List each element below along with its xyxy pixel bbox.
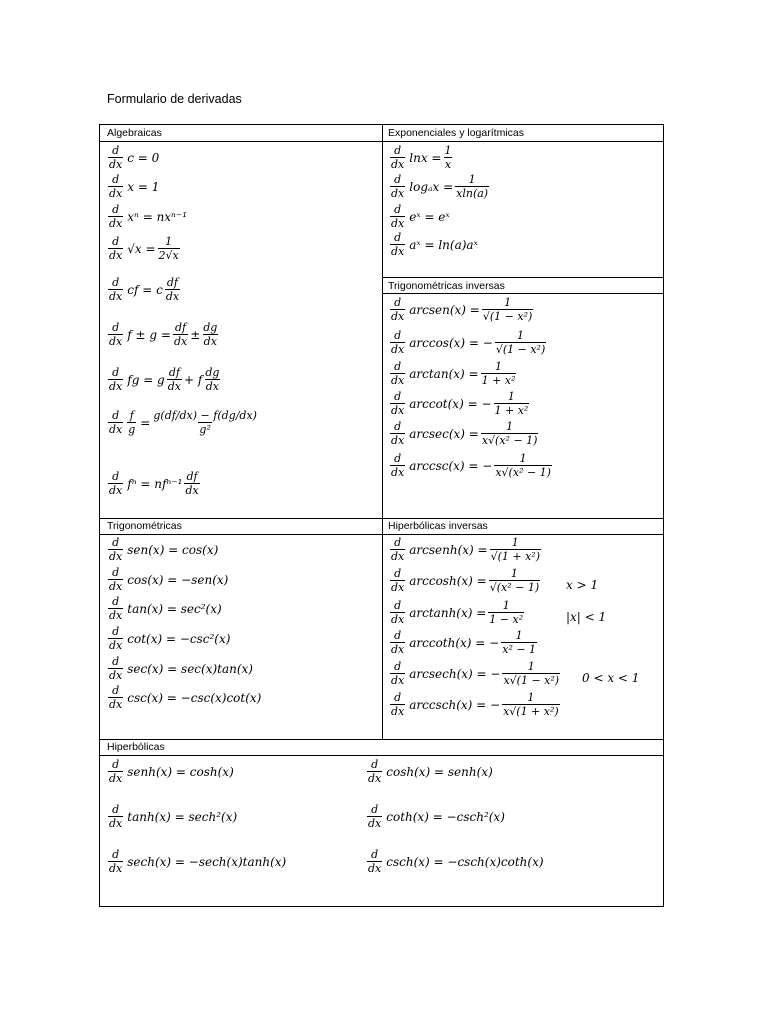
d-dx-operator bbox=[390, 600, 405, 625]
d-dx-operator-denominator: dx bbox=[109, 335, 123, 348]
d-dx-operator-denominator: dx bbox=[109, 380, 123, 393]
d-dx-operator-numerator: d bbox=[394, 231, 402, 244]
right-subdivider bbox=[382, 277, 663, 278]
d-dx-operator bbox=[108, 204, 123, 229]
d-dx-operator bbox=[108, 410, 123, 435]
formula-fraction-denominator: xln(a) bbox=[456, 187, 489, 200]
formula-trig_inversas-2 bbox=[388, 361, 518, 386]
header-algebraicas: Algebraicas bbox=[107, 127, 162, 139]
d-dx-operator bbox=[108, 759, 123, 784]
formula-hip_inversas-5 bbox=[388, 692, 562, 717]
d-dx-operator-numerator: d bbox=[112, 655, 120, 668]
formula-operator: ± bbox=[190, 327, 201, 342]
d-dx-operator-numerator: d bbox=[112, 409, 120, 422]
formula-hip_inversas-0 bbox=[388, 537, 543, 562]
formula-expression: cosh(x) = senh(x) bbox=[386, 764, 493, 779]
formula-expression: csch(x) = −csch(x)coth(x) bbox=[386, 854, 544, 869]
page-title: Formulario de derivadas bbox=[107, 92, 242, 106]
formula-trig_inversas-1 bbox=[388, 330, 548, 355]
formula-algebraicas-1 bbox=[106, 174, 159, 199]
d-dx-operator bbox=[108, 367, 123, 392]
formula-trig_inversas-4 bbox=[388, 421, 540, 446]
formula-lhs: arcsenh(x) = bbox=[409, 542, 488, 557]
formula-fraction-denominator: √(x² − 1) bbox=[489, 581, 540, 594]
d-dx-operator bbox=[390, 630, 405, 655]
formula-hiperbolicas-4 bbox=[106, 849, 286, 874]
formula-expression: eˣ = eˣ bbox=[409, 209, 450, 224]
d-dx-operator-denominator: dx bbox=[109, 580, 123, 593]
formula-expression: cot(x) = −csc²(x) bbox=[127, 631, 231, 646]
d-dx-operator bbox=[390, 145, 405, 170]
d-dx-operator-numerator: d bbox=[112, 235, 120, 248]
d-dx-operator bbox=[108, 626, 123, 651]
d-dx-operator bbox=[390, 297, 405, 322]
formula-exponenciales-0 bbox=[388, 145, 454, 170]
d-dx-operator-numerator: d bbox=[394, 390, 402, 403]
formula-expression: aˣ = ln(a)aˣ bbox=[409, 237, 478, 252]
d-dx-operator-denominator: dx bbox=[368, 817, 382, 830]
d-dx-operator bbox=[390, 692, 405, 717]
d-dx-operator-denominator: dx bbox=[391, 404, 405, 417]
d-dx-operator-denominator: dx bbox=[391, 550, 405, 563]
d-dx-operator-numerator: d bbox=[394, 296, 402, 309]
d-dx-operator-denominator: dx bbox=[109, 423, 123, 436]
formula-lhs: cf = c bbox=[127, 282, 163, 297]
formula-expression: csc(x) = −csc(x)cot(x) bbox=[127, 690, 262, 705]
formula-lhs: arccosh(x) = bbox=[409, 573, 487, 588]
d-dx-operator-numerator: d bbox=[112, 595, 120, 608]
formula-lhs: arctanh(x) = bbox=[409, 605, 487, 620]
d-dx-operator bbox=[108, 322, 123, 347]
d-dx-operator bbox=[108, 567, 123, 592]
d-dx-operator-denominator: dx bbox=[391, 217, 405, 230]
formula-hip_inversas-1 bbox=[388, 568, 542, 593]
formula-fraction-denominator: 1 + x² bbox=[494, 404, 529, 417]
formula-trigonometricas-4 bbox=[106, 656, 253, 681]
d-dx-operator bbox=[108, 596, 123, 621]
formula-fraction-numerator: 1 bbox=[517, 329, 525, 342]
formula-fraction bbox=[482, 297, 533, 322]
formula-lhs: arctan(x) = bbox=[409, 366, 479, 381]
formula-trig_inversas-5 bbox=[388, 453, 554, 478]
d-dx-operator-numerator: d bbox=[371, 803, 379, 816]
header-hiperbolicas: Hiperbólicas bbox=[107, 741, 165, 753]
d-dx-operator-denominator: dx bbox=[109, 669, 123, 682]
d-dx-operator-numerator: d bbox=[112, 144, 120, 157]
formula-expression: tan(x) = sec²(x) bbox=[127, 601, 222, 616]
formula-exponenciales-2 bbox=[388, 204, 450, 229]
section-header-divider-2 bbox=[100, 755, 663, 756]
d-dx-operator-denominator: dx bbox=[391, 643, 405, 656]
d-dx-operator-denominator: dx bbox=[109, 158, 123, 171]
d-dx-operator bbox=[108, 145, 123, 170]
formula-trigonometricas-2 bbox=[106, 596, 222, 621]
d-dx-operator-denominator: dx bbox=[109, 290, 123, 303]
formula-trigonometricas-3 bbox=[106, 626, 230, 651]
formula-lhs: arcsech(x) = − bbox=[409, 666, 501, 681]
formula-fraction-numerator: 1 bbox=[519, 452, 527, 465]
formula-fraction bbox=[488, 600, 524, 625]
formula-lhs: fⁿ = nfⁿ⁻¹ bbox=[127, 476, 183, 491]
d-dx-operator-denominator: dx bbox=[391, 466, 405, 479]
d-dx-operator bbox=[108, 236, 123, 261]
d-dx-operator-numerator: d bbox=[112, 321, 120, 334]
d-dx-operator-numerator: d bbox=[394, 329, 402, 342]
d-dx-operator-numerator: d bbox=[112, 625, 120, 638]
d-dx-operator bbox=[390, 453, 405, 478]
formula-fraction-2 bbox=[202, 322, 218, 347]
d-dx-operator bbox=[367, 849, 382, 874]
d-dx-operator-denominator: dx bbox=[109, 639, 123, 652]
formula-fraction-numerator: 1 bbox=[165, 235, 173, 248]
d-dx-operator-numerator: d bbox=[394, 660, 402, 673]
d-dx-operator-denominator: dx bbox=[109, 817, 123, 830]
header-trigonometricas: Trigonométricas bbox=[107, 520, 182, 532]
formula-fraction-denominator: x√(x² − 1) bbox=[481, 434, 538, 447]
formula-fraction bbox=[455, 174, 489, 199]
formula-operator: + f bbox=[184, 372, 203, 387]
column-divider-mid bbox=[382, 518, 383, 739]
d-dx-operator-numerator: d bbox=[112, 803, 120, 816]
formula-fraction-denominator: x√(x² − 1) bbox=[495, 466, 551, 479]
formula-fraction-numerator: 1 bbox=[502, 599, 510, 612]
formula-fraction bbox=[167, 367, 182, 392]
formula-lhs: fg = g bbox=[127, 372, 165, 387]
d-dx-operator bbox=[108, 277, 123, 302]
formula-trigonometricas-5 bbox=[106, 685, 261, 710]
d-dx-operator bbox=[390, 361, 405, 386]
formula-expression: senh(x) = cosh(x) bbox=[127, 764, 234, 779]
formula-fraction bbox=[443, 145, 452, 170]
section-divider-2 bbox=[100, 739, 663, 740]
formula-fraction-denominator: x² − 1 bbox=[502, 643, 537, 656]
formula-fraction-denominator: dx bbox=[173, 335, 188, 348]
d-dx-operator-numerator: d bbox=[112, 566, 120, 579]
formula-expression: cos(x) = −sen(x) bbox=[127, 572, 229, 587]
formula-expression: sec(x) = sec(x)tan(x) bbox=[127, 661, 253, 676]
formula-lhs: arccsc(x) = − bbox=[409, 458, 493, 473]
formula-algebraicas-7 bbox=[106, 410, 260, 435]
formula-fraction-numerator: 1 bbox=[494, 360, 502, 373]
header-hip-inversas: Hiperbólicas inversas bbox=[388, 520, 488, 532]
d-dx-operator-denominator: dx bbox=[368, 772, 382, 785]
d-dx-operator bbox=[390, 661, 405, 686]
formula-trigonometricas-1 bbox=[106, 567, 228, 592]
d-dx-operator-numerator: d bbox=[394, 567, 402, 580]
formula-hiperbolicas-0 bbox=[106, 759, 234, 784]
formula-fraction bbox=[502, 661, 560, 686]
formula-hiperbolicas-2 bbox=[106, 804, 237, 829]
d-dx-operator bbox=[108, 685, 123, 710]
d-dx-operator-numerator: d bbox=[112, 173, 120, 186]
formula-exponenciales-3 bbox=[388, 232, 478, 257]
d-dx-operator-denominator: dx bbox=[391, 187, 405, 200]
formula-fraction-numerator: 1 bbox=[527, 691, 535, 704]
formula-fraction bbox=[494, 391, 530, 416]
formula-fraction-numerator: 1 bbox=[507, 390, 515, 403]
formula-lhs: arccsch(x) = − bbox=[409, 697, 501, 712]
d-dx-operator-denominator: dx bbox=[391, 245, 405, 258]
d-dx-operator bbox=[108, 849, 123, 874]
formula-expression: xⁿ = nxⁿ⁻¹ bbox=[127, 209, 188, 224]
formula-fraction-numerator: df bbox=[186, 470, 198, 483]
formula-fraction-numerator: 1 bbox=[444, 144, 452, 157]
formula-expression: sech(x) = −sech(x)tanh(x) bbox=[127, 854, 287, 869]
d-dx-operator-denominator: dx bbox=[109, 698, 123, 711]
formula-exponenciales-1 bbox=[388, 174, 491, 199]
formula-fraction bbox=[184, 471, 199, 496]
formula-lhs: arcsen(x) = bbox=[409, 302, 480, 317]
formula-algebraicas-5 bbox=[106, 322, 220, 347]
formula-expression: sen(x) = cos(x) bbox=[127, 542, 219, 557]
formula-fraction bbox=[489, 568, 540, 593]
quotient-fraction bbox=[127, 410, 136, 435]
formula-trig_inversas-0 bbox=[388, 297, 535, 322]
d-dx-operator-denominator: dx bbox=[109, 550, 123, 563]
formula-fraction-denominator: dx bbox=[167, 380, 181, 393]
formula-fraction-2 bbox=[204, 367, 220, 392]
d-dx-operator-numerator: d bbox=[394, 203, 402, 216]
header-trig-inversas: Trigonométricas inversas bbox=[388, 280, 505, 292]
d-dx-operator-denominator: dx bbox=[391, 581, 405, 594]
d-dx-operator-denominator: dx bbox=[391, 343, 405, 356]
d-dx-operator-denominator: dx bbox=[391, 674, 405, 687]
formula-fraction bbox=[173, 322, 188, 347]
formula-algebraicas-4 bbox=[106, 277, 182, 302]
d-dx-operator-numerator: d bbox=[394, 629, 402, 642]
formula-expression: coth(x) = −csch²(x) bbox=[386, 809, 505, 824]
domain-condition: |x| < 1 bbox=[566, 610, 607, 624]
formula-fraction-denominator: 1 − x² bbox=[489, 613, 524, 626]
d-dx-operator bbox=[367, 759, 382, 784]
formula-hip_inversas-4 bbox=[388, 661, 562, 686]
formula-fraction-numerator: df bbox=[175, 321, 187, 334]
d-dx-operator-numerator: d bbox=[394, 173, 402, 186]
formula-lhs: arccoth(x) = − bbox=[409, 635, 500, 650]
d-dx-operator-numerator: d bbox=[394, 420, 402, 433]
d-dx-operator-numerator: d bbox=[394, 691, 402, 704]
column-divider-top bbox=[382, 125, 383, 518]
d-dx-operator-numerator: d bbox=[112, 536, 120, 549]
formula-expression: c = 0 bbox=[127, 150, 160, 165]
d-dx-operator-denominator: dx bbox=[391, 374, 405, 387]
formula-fraction-2-numerator: dg bbox=[203, 321, 218, 334]
formula-algebraicas-2 bbox=[106, 204, 187, 229]
d-dx-operator-numerator: d bbox=[371, 848, 379, 861]
formula-lhs: f ± g = bbox=[127, 327, 171, 342]
d-dx-operator-denominator: dx bbox=[109, 187, 123, 200]
d-dx-operator bbox=[390, 232, 405, 257]
d-dx-operator-numerator: d bbox=[394, 536, 402, 549]
formula-lhs: arccos(x) = − bbox=[409, 335, 493, 350]
formula-fraction bbox=[165, 277, 180, 302]
d-dx-operator-numerator: d bbox=[112, 848, 120, 861]
quotient-fraction-numerator: f bbox=[129, 409, 134, 422]
d-dx-operator bbox=[108, 471, 123, 496]
formula-fraction bbox=[502, 692, 560, 717]
d-dx-operator-denominator: dx bbox=[109, 862, 123, 875]
formula-fraction-numerator: df bbox=[166, 276, 179, 289]
d-dx-operator bbox=[390, 421, 405, 446]
formula-fraction-denominator: √(1 + x²) bbox=[490, 550, 540, 563]
d-dx-operator-denominator: dx bbox=[391, 705, 405, 718]
d-dx-operator-denominator: dx bbox=[109, 772, 123, 785]
formula-fraction bbox=[481, 421, 539, 446]
d-dx-operator-numerator: d bbox=[394, 360, 402, 373]
formula-fraction-denominator: dx bbox=[185, 484, 199, 497]
formula-trigonometricas-0 bbox=[106, 537, 218, 562]
formula-expression: tanh(x) = sech²(x) bbox=[127, 809, 238, 824]
d-dx-operator-numerator: d bbox=[112, 203, 120, 216]
formula-fraction-numerator: 1 bbox=[504, 296, 512, 309]
formula-fraction bbox=[481, 361, 517, 386]
formula-fraction-2-denominator: dx bbox=[205, 380, 219, 393]
d-dx-operator bbox=[367, 804, 382, 829]
d-dx-operator bbox=[390, 174, 405, 199]
formula-algebraicas-0 bbox=[106, 145, 159, 170]
formula-fraction-numerator: g(df/dx) − f(dg/dx) bbox=[153, 409, 257, 422]
d-dx-operator-numerator: d bbox=[112, 276, 120, 289]
d-dx-operator-denominator: dx bbox=[109, 217, 123, 230]
formula-fraction-denominator: 1 + x² bbox=[481, 374, 516, 387]
formula-lhs: arcsec(x) = bbox=[409, 426, 479, 441]
formula-equals: = bbox=[140, 415, 151, 430]
formula-hip_inversas-2 bbox=[388, 600, 526, 625]
formula-hip_inversas-3 bbox=[388, 630, 539, 655]
d-dx-operator bbox=[390, 330, 405, 355]
d-dx-operator bbox=[390, 568, 405, 593]
d-dx-operator-denominator: dx bbox=[391, 158, 405, 171]
formula-algebraicas-8 bbox=[106, 471, 202, 496]
d-dx-operator-denominator: dx bbox=[391, 434, 405, 447]
d-dx-operator bbox=[390, 204, 405, 229]
d-dx-operator-numerator: d bbox=[112, 758, 120, 771]
quotient-fraction-denominator: g bbox=[128, 423, 136, 436]
d-dx-operator-numerator: d bbox=[371, 758, 379, 771]
formula-fraction bbox=[494, 453, 552, 478]
formula-fraction-denominator: dx bbox=[165, 290, 180, 303]
domain-condition: x > 1 bbox=[566, 578, 599, 592]
d-dx-operator-denominator: dx bbox=[391, 613, 405, 626]
header-exponenciales: Exponenciales y logarítmicas bbox=[388, 127, 524, 139]
formula-fraction-denominator: √(1 − x²) bbox=[482, 310, 533, 323]
formula-fraction bbox=[152, 410, 258, 435]
d-dx-operator-numerator: d bbox=[112, 684, 120, 697]
formula-hiperbolicas-3 bbox=[365, 804, 505, 829]
right-subheader-divider bbox=[382, 293, 663, 294]
d-dx-operator-numerator: d bbox=[394, 452, 402, 465]
formula-trig_inversas-3 bbox=[388, 391, 531, 416]
formula-fraction-numerator: 1 bbox=[527, 660, 535, 673]
d-dx-operator bbox=[390, 537, 405, 562]
d-dx-operator-numerator: d bbox=[394, 599, 402, 612]
formula-fraction-denominator: √(1 − x²) bbox=[495, 343, 546, 356]
formula-fraction bbox=[158, 236, 180, 261]
d-dx-operator-denominator: dx bbox=[391, 310, 405, 323]
formula-fraction-2-numerator: dg bbox=[205, 366, 220, 379]
formula-algebraicas-3 bbox=[106, 236, 182, 261]
formula-fraction-numerator: 1 bbox=[510, 567, 518, 580]
formula-fraction-denominator: 2√x bbox=[158, 249, 179, 262]
formula-lhs: logₐx = bbox=[409, 179, 454, 194]
d-dx-operator-denominator: dx bbox=[109, 609, 123, 622]
d-dx-operator-denominator: dx bbox=[109, 249, 123, 262]
formula-lhs: lnx = bbox=[409, 150, 442, 165]
formula-lhs: √x = bbox=[127, 241, 156, 256]
d-dx-operator-numerator: d bbox=[112, 366, 120, 379]
formula-fraction-2-denominator: dx bbox=[203, 335, 217, 348]
formula-fraction-denominator: x bbox=[444, 158, 452, 171]
formula-fraction bbox=[490, 537, 541, 562]
formula-expression: x = 1 bbox=[127, 179, 160, 194]
d-dx-operator-denominator: dx bbox=[109, 484, 123, 497]
formula-fraction-numerator: 1 bbox=[506, 420, 514, 433]
formula-fraction-numerator: 1 bbox=[515, 629, 523, 642]
formula-hiperbolicas-5 bbox=[365, 849, 544, 874]
d-dx-operator bbox=[108, 174, 123, 199]
d-dx-operator bbox=[108, 656, 123, 681]
d-dx-operator-numerator: d bbox=[394, 144, 402, 157]
formula-fraction bbox=[501, 630, 537, 655]
formula-fraction-numerator: df bbox=[168, 366, 180, 379]
derivatives-table bbox=[99, 124, 664, 907]
d-dx-operator-denominator: dx bbox=[368, 862, 382, 875]
d-dx-operator bbox=[390, 391, 405, 416]
formula-fraction-numerator: 1 bbox=[468, 173, 476, 186]
formula-lhs: arccot(x) = − bbox=[409, 396, 492, 411]
domain-condition: 0 < x < 1 bbox=[582, 671, 640, 685]
formula-hiperbolicas-1 bbox=[365, 759, 493, 784]
d-dx-operator bbox=[108, 804, 123, 829]
formula-algebraicas-6 bbox=[106, 367, 222, 392]
d-dx-operator bbox=[108, 537, 123, 562]
formula-fraction-denominator: x√(1 − x²) bbox=[503, 674, 560, 687]
formula-fraction-denominator: x√(1 + x²) bbox=[503, 705, 559, 718]
d-dx-operator-numerator: d bbox=[112, 470, 120, 483]
formula-fraction-numerator: 1 bbox=[511, 536, 519, 549]
formula-fraction bbox=[495, 330, 546, 355]
formula-fraction-denominator: g² bbox=[199, 423, 211, 436]
